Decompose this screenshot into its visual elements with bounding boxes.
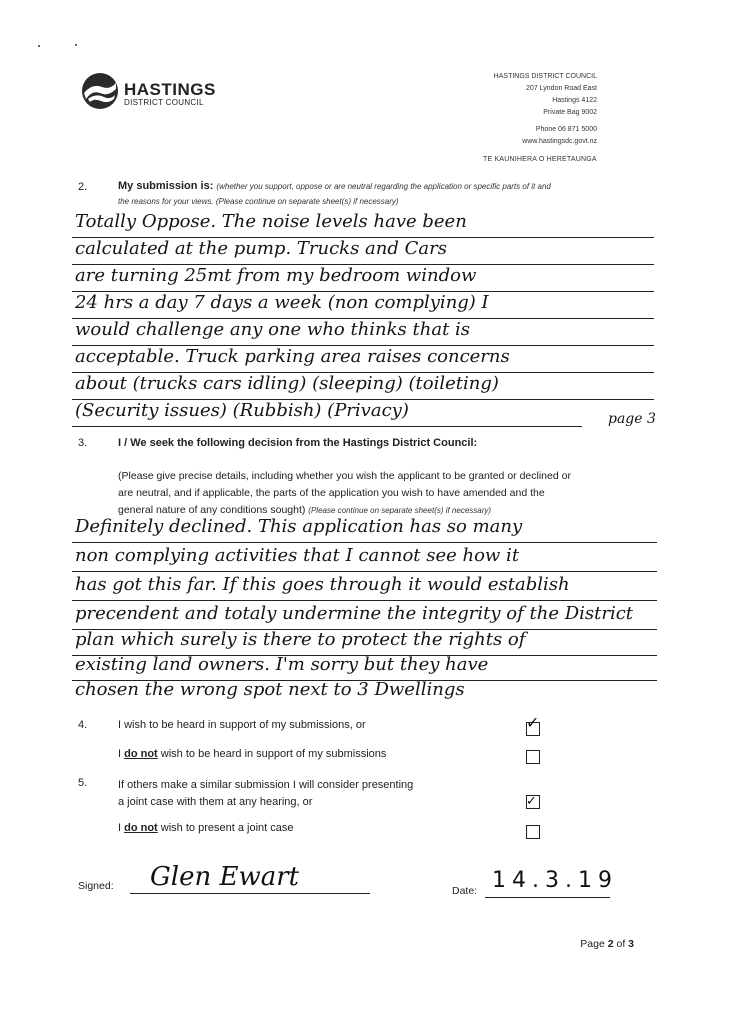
address-line: Private Bag 9002 xyxy=(543,109,597,116)
label-text: I xyxy=(118,822,125,834)
address-line: Hastings 4122 xyxy=(552,97,597,104)
instruction-note: (Please continue on separate sheet(s) if necessary) xyxy=(308,506,492,515)
no-joint-case-checkbox[interactable] xyxy=(526,825,540,839)
heard-checkbox[interactable] xyxy=(526,715,540,736)
decision-line: has got this far. If this goes through it would establish xyxy=(75,574,570,595)
website: www.hastingsdc.govt.nz xyxy=(522,138,597,145)
section-2-title: My submission is: xyxy=(118,180,214,192)
decision-line: chosen the wrong spot next to 3 Dwellings xyxy=(75,679,465,700)
heard-option-label: I wish to be heard in support of my submissions, or xyxy=(118,719,366,731)
no-joint-case-option-label xyxy=(118,822,293,834)
date-label: Date: xyxy=(452,885,478,897)
submission-line: are turning 25mt from my bedroom window xyxy=(75,265,477,286)
section-3-instruction xyxy=(118,468,638,519)
page-current: 2 xyxy=(607,938,614,950)
page-note: page 3 xyxy=(608,411,656,427)
section-5-number: 5. xyxy=(78,777,88,789)
date-value: 14.3.19 xyxy=(492,868,618,893)
decision-line: non complying activities that I cannot see how it xyxy=(75,545,520,566)
page-prefix: Page xyxy=(580,938,608,950)
address-line: 207 Lyndon Road East xyxy=(526,85,597,92)
signed-label: Signed: xyxy=(78,880,114,892)
submission-line: (Security issues) (Rubbish) (Privacy) xyxy=(75,400,409,421)
joint-case-option-label xyxy=(118,777,413,811)
section-3-number: 3. xyxy=(78,437,88,449)
contact-block xyxy=(522,124,597,148)
decision-line: Definitely declined. This application has so many xyxy=(75,516,523,537)
instruction-line: (Please give precise details, including whether you wish the applicant to be granted or declined or xyxy=(118,470,571,482)
joint-case-checkbox[interactable] xyxy=(526,795,540,809)
decision-line: existing land owners. I'm sorry but they have xyxy=(75,654,489,675)
section-3-title-text: I / We seek the following decision from the Hastings District Council: xyxy=(118,437,478,449)
scan-speck xyxy=(38,45,40,47)
not-heard-option-label xyxy=(118,748,386,760)
submission-line: about (trucks cars idling) (sleeping) (toileting) xyxy=(75,373,499,394)
scan-speck xyxy=(75,44,77,46)
section-2-number: 2. xyxy=(78,181,88,193)
address-block xyxy=(494,71,597,119)
page-of: of xyxy=(613,938,629,950)
check-mark-icon: ✓ xyxy=(526,715,540,732)
submission-line: 24 hrs a day 7 days a week (non complying) I xyxy=(75,292,489,313)
label-emphasis: do not xyxy=(124,748,158,760)
signature-line xyxy=(130,893,370,894)
submission-line: acceptable. Truck parking area raises concerns xyxy=(75,346,510,367)
page-total: 3 xyxy=(628,938,634,950)
section-4-number: 4. xyxy=(78,719,88,731)
submission-line: calculated at the pump. Trucks and Cars xyxy=(75,238,447,259)
label-text: I xyxy=(118,748,125,760)
date-line xyxy=(485,897,610,898)
council-logo-icon xyxy=(80,71,120,111)
label-text: wish to be heard in support of my submissions xyxy=(157,748,387,760)
submission-line: would challenge any one who thinks that is xyxy=(75,319,471,340)
page-number xyxy=(580,938,634,950)
section-2-instruction: (whether you support, oppose or are neutral regarding the application or specific parts of it and xyxy=(216,182,551,191)
not-heard-checkbox[interactable] xyxy=(526,750,540,764)
decision-line: plan which surely is there to protect the rights of xyxy=(75,629,526,650)
label-text: wish to present a joint case xyxy=(157,822,294,834)
section-3-title xyxy=(118,437,477,449)
section-2-instruction-cont: the reasons for your views. (Please continue on separate sheet(s) if necessary) xyxy=(118,197,399,206)
label-line: If others make a similar submission I will consider presenting xyxy=(118,779,414,791)
signature: Glen Ewart xyxy=(150,862,300,892)
label-line: a joint case with them at any hearing, or xyxy=(118,796,313,808)
logo-subtitle: DISTRICT COUNCIL xyxy=(124,98,204,107)
section-2-heading xyxy=(118,180,658,192)
rule-line xyxy=(72,426,582,427)
phone-number: Phone 06 871 5000 xyxy=(535,126,597,133)
logo-name: HASTINGS xyxy=(124,80,216,99)
instruction-line: are neutral, and if applicable, the parts of the application you wish to have amended and the xyxy=(118,487,545,499)
decision-line: precendent and totaly undermine the integrity of the District xyxy=(75,603,634,624)
instruction-line-text: general nature of any conditions sought) xyxy=(118,504,306,516)
submission-line: Totally Oppose. The noise levels have been xyxy=(75,211,467,232)
check-mark-icon: ✓ xyxy=(526,793,537,808)
maori-council-name: TE KAUNIHERA O HERETAUNGA xyxy=(483,156,597,163)
address-line: HASTINGS DISTRICT COUNCIL xyxy=(493,73,597,80)
label-emphasis: do not xyxy=(124,822,158,834)
